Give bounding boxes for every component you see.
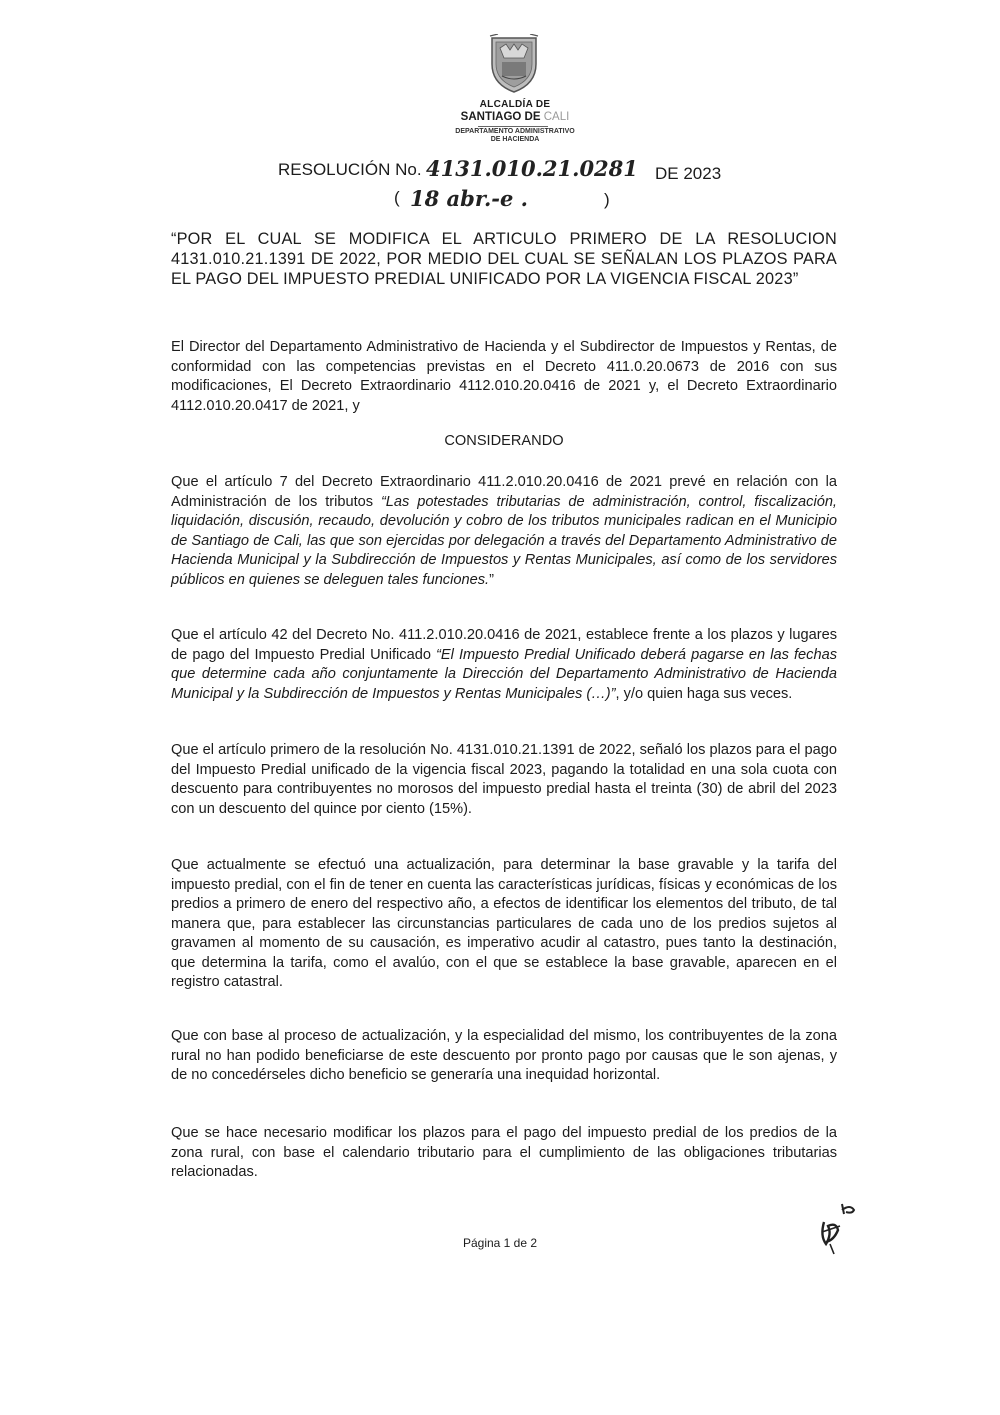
paragraph-3: Que el artículo primero de la resolución No. 4131.010.21.1391 de 2022, señaló los plazos para el pago del Impuesto Predial unificado de la vigencia fiscal 2023, pagando la totalidad en una sola cuota con descuento para contribuyentes no morosos del impuesto predial hasta el treinta (30) de abril del 2023 con un descuento del quince por ciento (15%). — [171, 742, 837, 817]
paragraph-1-quote: “Las potestades tributarias de administración, control, fiscalización, liquidación, discusión, recaudo, devolución y cobro de los tributos municipales radican en el Municipio de Santiago de Cali, las que son ejercidas por delegación a través del Departamento Administrativo de Hacienda Municipal y la Subdirección de Impuestos y Rentas Municipales, así como de los servidores públicos en quienes se deleguen tales funciones. — [171, 493, 837, 588]
org-name-part: SANTIAGO DE — [460, 111, 544, 123]
paragraph-2 — [171, 626, 837, 704]
paragraph-2-quote: “El Impuesto Predial Unificado deberá pagarse en las fechas que determine cada año conjuntamente la Dirección del Departamento Administrativo de Hacienda Municipal y la Subdirección de Impuestos y Rentas Municipales (…)” — [171, 646, 838, 702]
intro-paragraph: El Director del Departamento Administrativo de Hacienda y el Subdirector de Impuestos y Rentas, de conformidad con las competencias previstas en el Decreto 411.0.20.0673 de 2016 con sus modificaciones, El Decreto Extraordinario 4112.010.20.0416 de 2021 y, el Decreto Extraordinario 4112.010.20.0417 de 2021, y — [171, 339, 837, 414]
resolution-date-handwritten: 18 abr.-e . — [410, 186, 528, 211]
handwritten-initials-icon — [812, 1196, 862, 1256]
department-line1: DEPARTAMENTO ADMINISTRATIVO — [455, 128, 575, 135]
paragraph-1-lead: Que el artículo 7 del Decreto Extraordinario 411.2.010.20.0416 de 2021 prevé en relación con la Administración de los tributos — [171, 474, 837, 510]
paragraph-5: Que con base al proceso de actualización, y la especialidad del mismo, los contribuyentes de la zona rural no han podido beneficiarse de este descuento por pronto pago por causas que le son ajenas, y de no concedérseles dicho beneficio se generaría una inequidad horizontal. — [171, 1028, 837, 1083]
paragraph-6: Que se hace necesario modificar los plazos para el pago del impuesto predial de los predios de la zona rural, con base el calendario tributario para el cumplimiento de las obligaciones tributarias relacionadas. — [171, 1125, 837, 1180]
org-divider — [478, 126, 548, 127]
date-open-paren: ( — [394, 188, 400, 207]
considerando-heading: CONSIDERANDO — [444, 433, 564, 449]
paragraph-4: Que actualmente se efectuó una actualización, para determinar la base gravable y la tarifa del impuesto predial, con el fin de tener en cuenta las características jurídicas, físicas y económicas de los predios a primero de enero del respectivo año, a efectos de identificar los elementos del tributo, de tal manera que, para establecer las circunstancias particulares de cada uno de los predios sujetos al gravamen al momento de su causación, es imperativo acudir al catastro, pues tanto la destinación, que determina la tarifa, como el avalúo, con el que se establece la base gravable, aparecen en el registro catastral. — [171, 857, 837, 990]
city-crest-icon — [488, 34, 540, 94]
department-name — [400, 128, 630, 144]
resolution-heading: “POR EL CUAL SE MODIFICA EL ARTICULO PRIMERO DE LA RESOLUCION 4131.010.21.1391 DE 2022, POR MEDIO DEL CUAL SE SEÑALAN LOS PLAZOS PARA EL PAGO DEL IMPUESTO PREDIAL UNIFICADO POR LA VIGENCIA FISCAL 2023” — [171, 230, 837, 288]
paragraph-2-tail: , y/o quien haga sus veces. — [615, 685, 793, 702]
page-number: Página 1 de 2 — [462, 1236, 538, 1250]
org-name-city: CALI — [543, 111, 570, 123]
resolution-prefix: RESOLUCIÓN No. — [278, 160, 422, 179]
paragraph-1-tail: ” — [489, 571, 494, 588]
paragraph-2-lead: Que el artículo 42 del Decreto No. 411.2.010.20.0416 de 2021, establece frente a los plazos y lugares de pago del Impuesto Predial Unificado — [171, 627, 837, 663]
paragraph-1 — [171, 473, 837, 590]
resolution-number-handwritten: 4131.010.21.0281 — [426, 156, 638, 181]
org-name-line1: ALCALDÍA DE — [479, 99, 551, 110]
date-close-paren: ) — [604, 190, 610, 209]
department-line2: DE HACIENDA — [490, 136, 540, 143]
resolution-year: DE 2023 — [655, 164, 722, 183]
org-name-line2 — [400, 111, 630, 123]
